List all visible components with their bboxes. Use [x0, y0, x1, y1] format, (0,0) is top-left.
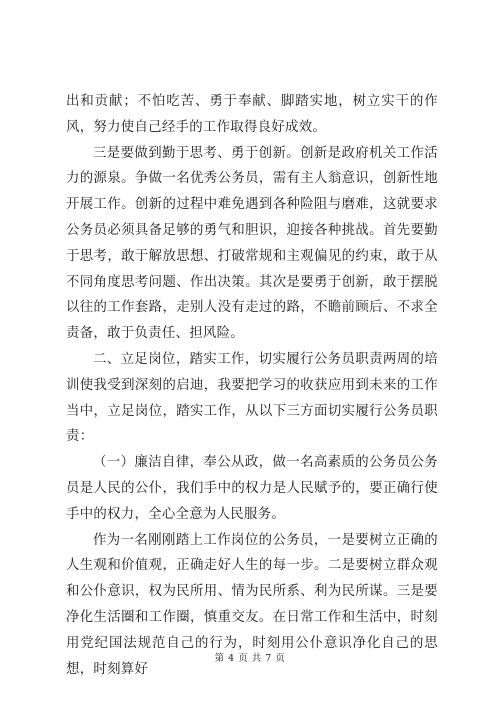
document-body — [66, 89, 438, 682]
paragraph-5: 作为一名刚刚踏上工作岗位的公务员，一是要树立正确的人生观和价值观，正确走好人生的每一步。二是要树立群众观和公仆意识，权为民所用、情为民所系、利为民所谋。三是要净化生活圈和工作圈，慎重交友。在日常工作和生活中，时刻用党纪国法规范自己的行为，时刻用公仆意识净化自己的思想，时刻算好 — [66, 532, 438, 677]
page-number-footer: 第 4 页 共 7 页 — [214, 653, 286, 664]
paragraph-4: （一）廉洁自律，奉公从政，做一名高素质的公务员公务员是人民的公仆，我们手中的权力是人民赋予的，要正确行使手中的权力，全心全意为人民服务。 — [66, 455, 438, 522]
paragraph-3: 二、立足岗位，踏实工作，切实履行公务员职责两周的培训使我受到深刻的启迪，我要把学习的收获应用到未来的工作当中，立足岗位，踏实工作，从以下三方面切实履行公务员职责： — [66, 351, 438, 445]
paragraph-2: 三是要做到勤于思考、勇于创新。创新是政府机关工作活力的源泉。争做一名优秀公务员，需有主人翁意识，创新性地开展工作。创新的过程中难免遇到各种险阻与磨难，这就要求公务员必须具备足够的勇气和胆识，迎接各种挑战。首先要勤于思考，敢于解放思想、打破常规和主观偏见的约束，敢于从不同角度思考问题、作出决策。其次是要勇于创新，敢于摆脱以往的工作套路，走别人没有走过的路，不瞻前顾后、不求全责备，敢于负责任、担风险。 — [66, 145, 438, 342]
paragraph-1: 出和贡献；不怕吃苦、勇于奉献、脚踏实地，树立实干的作风，努力使自己经手的工作取得良好成效。 — [66, 94, 438, 135]
